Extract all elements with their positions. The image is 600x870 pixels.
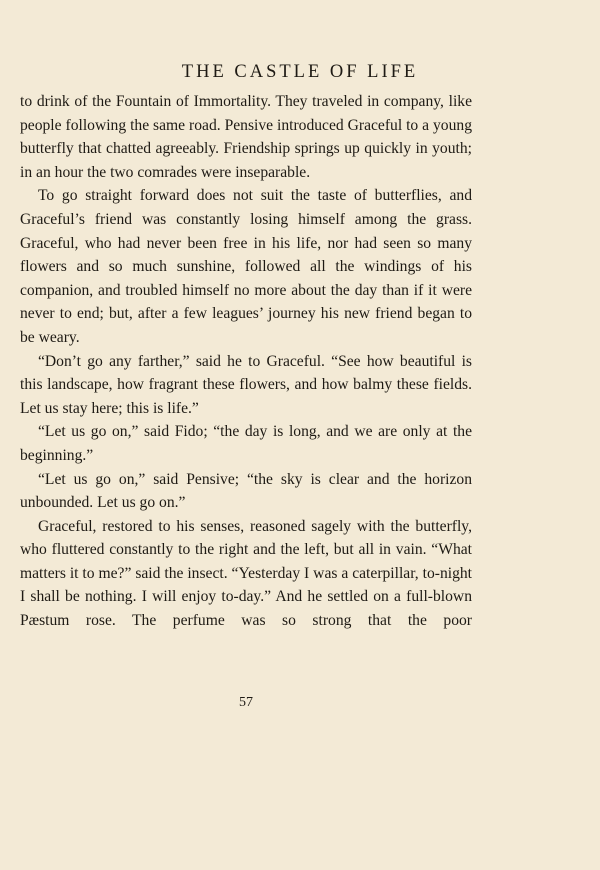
paragraph: “Let us go on,” said Fido; “the day is long, and we are only at the beginning.”	[20, 423, 472, 464]
paragraph: Graceful, restored to his senses, reasoned sagely with the butterfly, who fluttered constantly to the right and the left, but all in vain. “What matters it to me?” said the insect. “Yesterday I was a caterpillar, to-night I shall be nothing. I will enjoy to-day.” And he settled on a full-blown Pæstum rose. The perfume was so strong that the poor	[20, 517, 472, 630]
paragraph: to drink of the Fountain of Immortality. They traveled in company, like people following the same road. Pensive introduced Graceful to a young butterfly that chatted agreeably. Friendship springs up quickly in youth; in an hour the two comrades were inseparable.	[20, 93, 472, 181]
paragraph: “Don’t go any farther,” said he to Graceful. “See how beautiful is this landscape, how fragrant these flowers, and how balmy these fields. Let us stay here; this is life.”	[20, 352, 472, 417]
paragraph: To go straight forward does not suit the taste of butterflies, and Graceful’s friend was constantly losing himself among the grass. Graceful, who had never been free in his life, nor had seen so many flowers and so much sunshine, followed all the windings of his companion, and troubled himself no more about the day than if it were never to end; but, after a few leagues’ journey his new friend began to be weary.	[20, 187, 472, 346]
running-head: THE CASTLE OF LIFE	[181, 62, 419, 82]
paragraph: “Let us go on,” said Pensive; “the sky is clear and the horizon unbounded. Let us go on.”	[20, 470, 472, 512]
body-text	[20, 90, 472, 633]
page-number: 57	[239, 695, 253, 710]
